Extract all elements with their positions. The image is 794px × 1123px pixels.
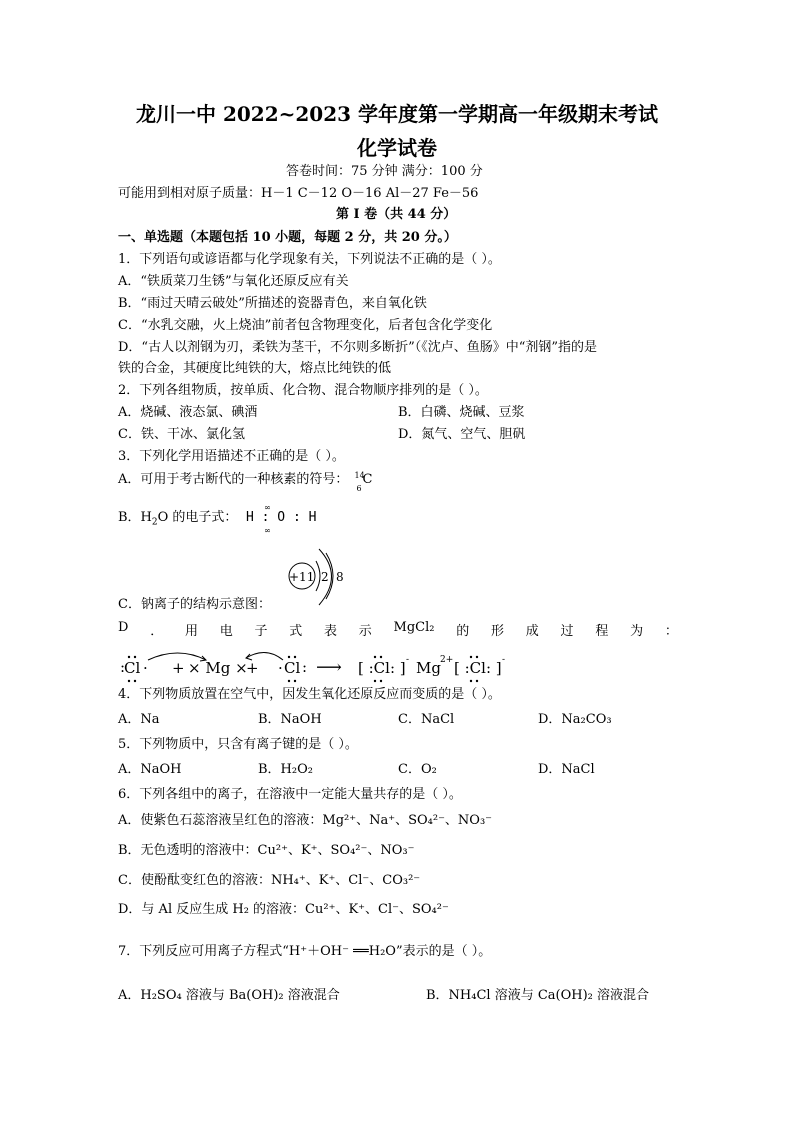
- chlorine-atom-2: Cl: [284, 659, 301, 677]
- q5-option-b: B．H₂O₂: [258, 762, 313, 777]
- mgcl2-formation-equation: : Cl · + × Mg × + · Cl : ⟶ [ :Cl: ] - Mg 2+ [ :Cl: ] -: [118, 648, 518, 688]
- q4-option-d: D．Na₂CO₃: [538, 712, 612, 727]
- q2-option-a: A．烧碱、液态氯、碘酒: [118, 405, 258, 420]
- q4-option-b: B．NaOH: [258, 712, 322, 727]
- q3-d-char: ．: [150, 624, 164, 639]
- q3-d-char: D: [118, 620, 129, 635]
- q3-d-char: 过: [560, 624, 574, 639]
- q5-option-c: C．O₂: [398, 762, 437, 777]
- reaction-arrow: ⟶: [316, 657, 342, 678]
- q3-option-a: [118, 470, 373, 493]
- q3-d-char: 程: [595, 624, 609, 639]
- q5-option-d: D．NaCl: [538, 762, 595, 777]
- q3-d-char: 用: [184, 624, 198, 639]
- q3-option-a-text: A．可用于考古断代的一种核素的符号：: [118, 472, 349, 487]
- shell-2-electrons: 8: [336, 570, 344, 584]
- shell-1-electrons: 2: [321, 570, 329, 584]
- q2-option-b: B．白磷、烧碱、豆浆: [398, 405, 525, 420]
- nuclide-symbol: C: [362, 472, 373, 487]
- q3-d-char: 为: [630, 624, 644, 639]
- q3-d-char: 示: [358, 624, 372, 639]
- exam-time-info: 答卷时间：75 分钟 满分：100 分: [286, 164, 483, 179]
- chloride-ion-1: [ :Cl: ]: [358, 659, 406, 677]
- magnesium-ion: Mg: [416, 659, 441, 677]
- q4-option-a: A．Na: [118, 712, 160, 727]
- shell-arc-1: [316, 561, 320, 591]
- q6-option-d: D．与 Al 反应生成 H₂ 的溶液：Cu²⁺、K⁺、Cl⁻、SO₄²⁻: [118, 902, 449, 917]
- q1-option-d-cont: 铁的合金，其硬度比纯铁的大，熔点比纯铁的低: [118, 361, 392, 376]
- q3-d-char: 的: [456, 624, 470, 639]
- q3-stem: 3．下列化学用语描述不正确的是（ ）。: [118, 449, 345, 464]
- chloride-ion-2: [ :Cl: ]: [454, 659, 502, 677]
- q1-option-a: A．“铁质菜刀生锈”与氧化还原反应有关: [118, 274, 349, 289]
- q3-option-b: B．$H_2O$ 的电子式：: [118, 510, 238, 528]
- q3-option-b-prefix: B．H: [118, 510, 152, 525]
- nuclide-indices: [353, 470, 365, 493]
- q1-option-d: D．“古人以剂钢为刃，柔铁为茎干，不尔则多断折”（《沈卢、鱼肠》中“剂钢”指的是: [118, 340, 598, 355]
- q1-stem: 1．下列语句或谚语都与化学现象有关，下列说法不正确的是（ ）。: [118, 252, 501, 267]
- q3-d-char: 成: [525, 624, 539, 639]
- magnesium-atom: × Mg ×: [188, 659, 248, 677]
- part-heading: 一、单选题（本题包括 10 小题，每题 2 分，共 20 分。）: [118, 230, 457, 245]
- exam-title: 龙川一中 2022~2023 学年度第一学期高一年级期末考试: [135, 102, 658, 126]
- q6-option-a: A．使紫色石蕊溶液呈红色的溶液：Mg²⁺、Na⁺、SO₄²⁻、NO₃⁻: [118, 813, 493, 828]
- q2-stem: 2．下列各组物质，按单质、化合物、混合物顺序排列的是（ ）。: [118, 383, 488, 398]
- q3-d-char: ：: [664, 624, 678, 639]
- q1-option-b: B．“雨过天晴云破处”所描述的瓷器青色，来自氧化铁: [118, 296, 427, 311]
- q3-d-char: 式: [289, 624, 303, 639]
- q4-stem: 4．下列物质放置在空气中，因发生氧化还原反应而变质的是（ ）。: [118, 687, 501, 702]
- exam-subtitle: 化学试卷: [357, 136, 437, 160]
- q3-option-b-text: O 的电子式：: [157, 510, 238, 525]
- q2-option-c: C．铁、干冰、氯化氢: [118, 427, 245, 442]
- q5-option-a: A．NaOH: [118, 762, 182, 777]
- q6-stem: 6．下列各组中的离子，在溶液中一定能大量共存的是（ ）。: [118, 787, 462, 802]
- q3-d-char: 形: [491, 624, 505, 639]
- q7-stem: 7．下列反应可用离子方程式“H⁺＋OH⁻ ══H₂O”表示的是（ ）。: [118, 944, 492, 959]
- section-heading: 第 I 卷（共 44 分）: [336, 207, 457, 222]
- atomic-mass-info: 可能用到相对原子质量：H－1 C－12 O－16 Al－27 Fe－56: [118, 186, 479, 201]
- nucleus-charge: +11: [289, 570, 315, 584]
- q3-d-char: 表: [324, 624, 338, 639]
- q6-option-c: C．使酚酞变红色的溶液：NH₄⁺、K⁺、Cl⁻、CO₃²⁻: [118, 873, 421, 888]
- plus-sign-1: +: [172, 659, 185, 677]
- plus-sign-2: +: [246, 659, 259, 677]
- chlorine-atom-1: Cl: [124, 659, 141, 677]
- q3-d-char: MgCl₂: [393, 620, 435, 635]
- q5-stem: 5．下列物质中，只含有离子键的是（ ）。: [118, 737, 358, 752]
- q3-d-char: 子: [254, 624, 268, 639]
- q3-d-char: 电: [219, 624, 233, 639]
- water-lone-pair-top: ∞: [264, 503, 271, 512]
- atomic-number: 6: [356, 483, 362, 493]
- q2-option-d: D．氮气、空气、胆矾: [398, 427, 526, 442]
- water-lone-pair-bottom: ∞: [264, 526, 271, 535]
- q7-option-a: A．H₂SO₄ 溶液与 Ba(OH)₂ 溶液混合: [118, 988, 340, 1003]
- q3-option-d: [118, 620, 678, 639]
- q3-option-c: C．钠离子的结构示意图：: [118, 597, 271, 612]
- water-electron-formula: H : O : H: [246, 510, 317, 525]
- q4-option-c: C．NaCl: [398, 712, 455, 727]
- q6-option-b: B．无色透明的溶液中：Cu²⁺、K⁺、SO₄²⁻、NO₃⁻: [118, 843, 415, 858]
- q1-option-c: C．“水乳交融，火上烧油”前者包含物理变化，后者包含化学变化: [118, 318, 493, 333]
- q7-option-b: B．NH₄Cl 溶液与 Ca(OH)₂ 溶液混合: [426, 988, 650, 1003]
- mass-number: 14: [354, 470, 365, 480]
